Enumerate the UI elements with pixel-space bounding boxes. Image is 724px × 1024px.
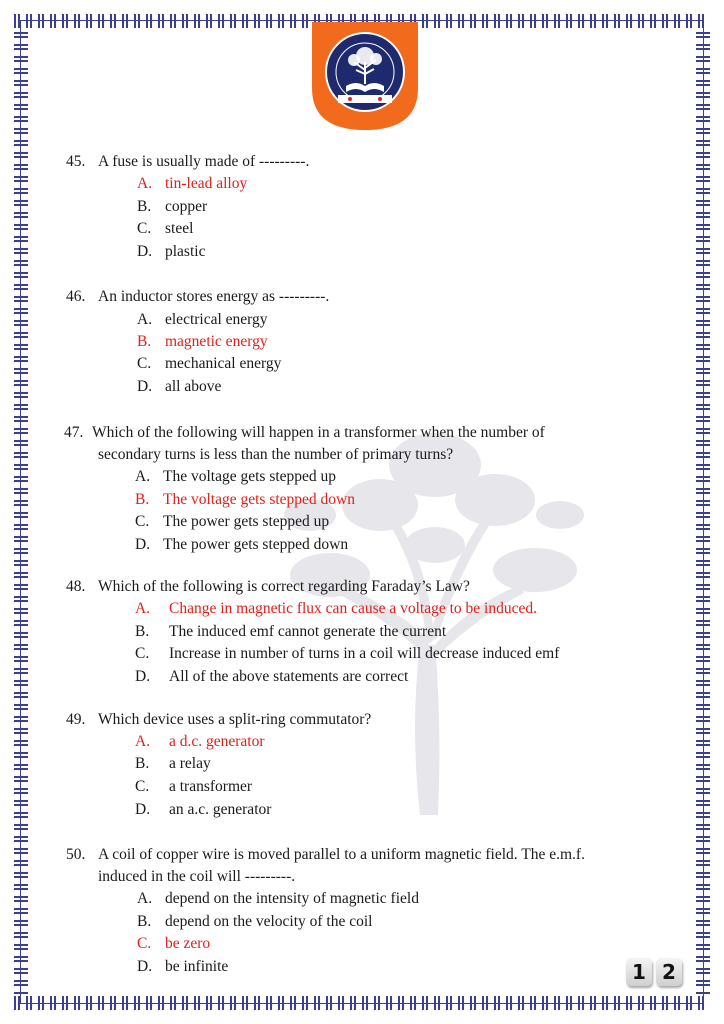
option-50-c: C. be zero <box>137 935 211 952</box>
question-text: Which of the following is correct regarding Faraday’s Law? <box>98 578 470 595</box>
option-48-b: B. The induced emf cannot generate the current <box>135 623 447 640</box>
question-text: Which device uses a split-ring commutator? <box>98 711 372 728</box>
option-50-a: A. depend on the intensity of magnetic field <box>137 890 419 907</box>
page-number <box>626 958 682 988</box>
option-48-c: C. Increase in number of turns in a coil will decrease induced emf <box>135 645 560 662</box>
option-49-c: C. a transformer <box>135 778 253 795</box>
question-49 <box>66 709 371 731</box>
option-46-d: D. all above <box>137 378 222 395</box>
question-number: 48. <box>66 578 86 595</box>
question-number: 45. <box>66 153 86 170</box>
question-number: 49. <box>66 711 86 728</box>
option-50-d: D. be infinite <box>137 958 229 975</box>
page-number-digit: 2 <box>656 958 682 986</box>
option-47-a: A. The voltage gets stepped up <box>135 468 337 485</box>
option-45-c: C. steel <box>137 220 194 237</box>
option-49-b: B. a relay <box>135 755 211 772</box>
option-46-b: B. magnetic energy <box>137 333 268 350</box>
question-48 <box>66 576 470 598</box>
option-47-c: C. The power gets stepped up <box>135 513 330 530</box>
question-46 <box>66 286 329 308</box>
question-50 <box>66 844 585 888</box>
option-49-a: A. a d.c. generator <box>135 733 265 750</box>
question-text-line1: Which of the following will happen in a transformer when the number of <box>92 424 545 441</box>
question-text-line2: induced in the coil will ---------. <box>98 868 296 885</box>
option-48-a: A. Change in magnetic flux can cause a voltage to be induced. <box>135 600 537 617</box>
question-text-line2: secondary turns is less than the number of primary turns? <box>98 446 454 463</box>
option-45-d: D. plastic <box>137 243 206 260</box>
question-number: 46. <box>66 288 86 305</box>
option-45-b: B. copper <box>137 198 208 215</box>
option-47-b: B. The voltage gets stepped down <box>135 491 355 508</box>
option-49-d: D. an a.c. generator <box>135 801 272 818</box>
question-number: 47. <box>64 424 84 441</box>
question-text-line1: A coil of copper wire is moved parallel to a uniform magnetic field. The e.m.f. <box>98 846 585 863</box>
question-text: A fuse is usually made of ---------. <box>98 153 310 170</box>
school-emblem-logo-icon <box>308 22 422 130</box>
option-45-a: A. tin-lead alloy <box>137 175 248 192</box>
question-47 <box>64 422 630 466</box>
option-48-d: D. All of the above statements are correct <box>135 668 409 685</box>
option-50-b: B. depend on the velocity of the coil <box>137 913 373 930</box>
option-47-d: D. The power gets stepped down <box>135 536 349 553</box>
option-46-c: C. mechanical energy <box>137 355 282 372</box>
question-number: 50. <box>66 846 86 863</box>
question-text: An inductor stores energy as ---------. <box>98 288 330 305</box>
question-45 <box>66 151 309 173</box>
page-number-digit: 1 <box>626 958 652 986</box>
option-46-a: A. electrical energy <box>137 311 268 328</box>
